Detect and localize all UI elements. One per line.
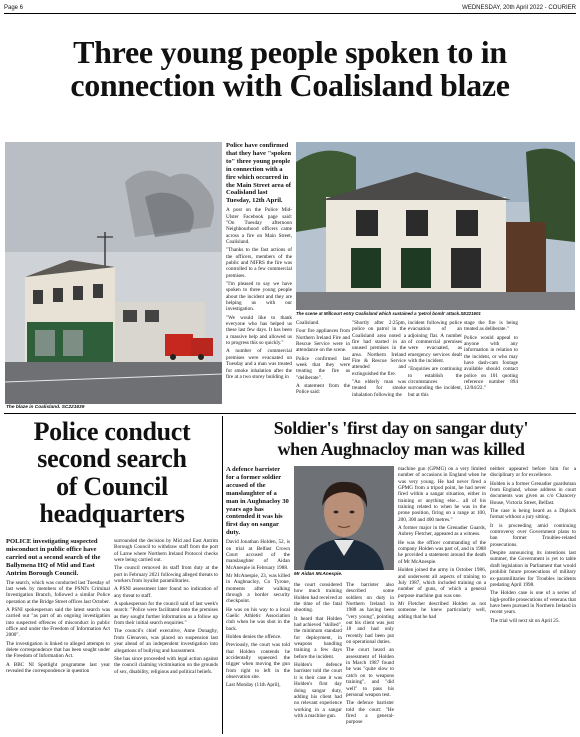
- page-header: [4, 2, 576, 14]
- story3-col1-p3: He was on his way to a local Gaelic Athletic Association club when he was shot in the back.: [226, 606, 290, 632]
- page-number: Page 6: [4, 4, 24, 11]
- story3-col3-p2: The court heard an assessment of Holden in March 1987 found he was "quite slow to catch on to weapons training", and "did well" to pass his personal weapon test.: [346, 647, 394, 698]
- story2-headline-line3: of Council: [56, 471, 168, 501]
- story1-col2-p2: Four fire appliances from Northern Ireland Fire and Rescue Service were in attendance on the scene.: [296, 328, 350, 354]
- story1-col1-p4: "We would like to thank everyone who has helped us these last few days. It has been a massive help and allowed us to progress this so quickly.": [226, 314, 292, 347]
- story1-lead: Police have confirmed that they have "spoken to" three young people in connection with a fire which occurred in the Main Street area of Coalisland last Tuesday, 12th April.: [226, 142, 292, 205]
- story1-col-lead: [226, 142, 292, 405]
- photo-blaze: [5, 142, 222, 404]
- caption-millcourt: The scene at Millcourt entry Coalisland which sustained a 'petrol bomb' attack.SE221601: [296, 311, 481, 316]
- photo-millcourt: [296, 142, 575, 310]
- story2-col1-p3: The investigation is linked to alleged attempts to delete correspondence that has been sought under the Freedom of Information Act.: [6, 640, 110, 660]
- column-divider: [222, 416, 223, 734]
- story3-col5-p6: The Holden case is one of a series of high-profile prosecutions of veterans that have been pursued in Northern Ireland in recent years.: [490, 590, 576, 616]
- story3-col1-p2: Mr McAnespie, 23, was killed in Aughnacloy, Co Tyrone, moments after walking through a border security checkpoint.: [226, 572, 290, 605]
- story2-col2-p2: The council removed its staff from duty at the port in February 2021 following alleged threats to workers from loyalist paramilitaries.: [114, 565, 218, 585]
- story2-col2-p3: A PSNI assessment later found no indication of any threat to staff.: [114, 586, 218, 599]
- story1-col1-p5: A number of commercial premises were evacuated on Tuesday and a man was treated for smoke inhalation after the fire at a two storey building in: [226, 348, 292, 380]
- story3-col5-p5: Despite announcing its intentions last summer, the Government is yet to table draft legislation in Parliament that would prohibit future prosecutions of military ex-paramilitaries for Troubles incidents predating April 1998.: [490, 550, 576, 588]
- story1-col4: [408, 320, 462, 406]
- story3-col2-p2: It heard that Holden had achieved "skilled", the minimum standard for deployment, in weapons handling training a few days before the incident.: [294, 615, 342, 660]
- caption-aidan: Mr Aidan McAnespie.: [294, 572, 343, 577]
- story2-col1: [6, 538, 110, 734]
- story3-col3-p1: The barrister also described some soldiers on duty in Northern Ireland in 1988 as having been "very young", pointing out his client was just 18 and had only recently had been put on operational duties.: [346, 582, 394, 646]
- story1-col2-p1: Coalisland.: [296, 320, 320, 326]
- story1-col2-p3: Police confirmed last week that they were treating the fire as "deliberate".: [296, 355, 350, 381]
- story3-col5-p7: The trial will next sit on April 25.: [490, 617, 560, 624]
- story1-headline-line1: Three young people spoken to in: [73, 34, 507, 70]
- story3-col5: [490, 466, 576, 734]
- story1-col3-p2: "An elderly man was treated for smoke inhalation following the: [352, 379, 406, 398]
- story3-col4-p3: He was the officer commanding of the company Holden was part of, and in 1988 he provided a statement around the death of Mr McAnespie.: [398, 539, 486, 565]
- story2-col2: [114, 538, 218, 734]
- story3-col1-p1: David Jonathan Holden, 52, is on trial at Belfast Crown Court accused of the manslaughter of Aidan McAnespie in February 1988.: [226, 539, 290, 571]
- story2-col1-p4: A BBC NI Spotlight programme last year revealed the correspondence in question: [6, 661, 110, 674]
- story1-col1-p2: "Thanks to the fast actions of the officers, members of the public and NIFRS the fire was controlled to a few commercial premises.: [226, 247, 292, 279]
- story3-col4-p4: Holden joined the army in October 1986, and underwent all aspects of training to July 1987, which included training on a number of guns, of which a general purpose machine gun was one.: [398, 567, 486, 599]
- story3-col5-p3: The case is being heard as a Diplock format without a jury sitting.: [490, 508, 576, 521]
- story1-col4-p2: "Enquiries are continuing to establish the circumstances surrounding the incident, but at this: [408, 366, 462, 398]
- story3-col3-p3: The defence barrister told the court: "He fired a general-purpose: [346, 700, 394, 726]
- story3-col4-p2: A former major in the Grenadier Guards, Aubrey Fletcher, appeared as a witness.: [398, 525, 486, 538]
- story3-col4-p5: Mr Fletcher described Holden as not someone he knew particularly well, adding that he had: [398, 600, 486, 620]
- story3-col1: [226, 466, 290, 734]
- story3-headline: [226, 418, 576, 459]
- story2-headline-line4: headquarters: [39, 498, 185, 528]
- story3-col5-p1: neither appeared before him for a disciplinary or for excellence.: [490, 466, 576, 479]
- photo-aidan-mcanespie: [294, 466, 394, 570]
- story1-headline-line2: connection with Coalisland blaze: [70, 67, 510, 104]
- story3-col2-p1: the court considered how much training Holden had received at the time of the fatal shooting.: [294, 582, 342, 614]
- story3-col5-p4: It is proceeding amid continuing controversy over Government plans to ban former Troubles-related prosecutions.: [490, 522, 576, 548]
- story2-headline-line2: second search: [37, 444, 187, 474]
- caption-blaze: The blaze in Coalisland. SC221639: [6, 405, 85, 410]
- story1-col4-p1: incident following police evacuation of an adjoining flat. A number of commercial premises were evacuated, as emergency services dealt with the incident.: [408, 320, 462, 365]
- story2-col2-p1: surrounded the decision by Mid and East Antrim Borough Council to withdraw staff from the port of Larne where Northern Ireland Protocol checks were being carried out.: [114, 538, 218, 564]
- story3-col3: [346, 582, 394, 734]
- story2-lead: POLICE investigating suspected misconduct in public office have carried out a second search of the Ballymena HQ of Mid and East Antrim Borough Council.: [6, 538, 101, 577]
- story1-col3: [352, 320, 406, 406]
- story2-col2-p5: The council's chief executive, Anne Donaghy, from Glenavon, was placed on suspension last year ahead of an independent investigation into allegations of bullying and harassment.: [114, 628, 218, 654]
- story1-col3-p1: "Shortly after 2:25pm, police on patrol in the Coalisland area noted a fire had started in an unused premises in the area. Northern Ireland Fire & Rescue Service attended and extinguished the fire.: [352, 320, 406, 377]
- story1-col5: [464, 320, 518, 406]
- story2-col1-p2: A PSNI spokesperson said the latest search was carried out "as part of an ongoing investigation into suspected offences of misconduct in public office and under the Freedom of Information Act 2000".: [6, 606, 110, 639]
- story3-headline-line2: when Aughnacloy man was killed: [277, 438, 525, 459]
- story1-col5-p2: Police would appeal to anyone with any information in relation to the incident, or who may have dash-cam footage available should contact police on 101 quoting reference number 894 12/04/22.": [464, 334, 518, 392]
- story3-col1-p5: Previously, the court was told that Holden contends he accidentally squeezed the trigger when moving the gun from right to left in the observation site.: [226, 642, 290, 681]
- story1-headline: [6, 36, 574, 103]
- dateline: WEDNESDAY, 20th April 2022 - COURIER: [462, 4, 576, 11]
- story2-col1-p1: The search, which was conducted last Tuesday of last week by members of the PSNI's Criminal Investigation Branch, followed a similar Police operation at the Bridge Street offices last October.: [6, 579, 110, 605]
- story3-col4-p1: machine gun (GPMG) on a very limited number of occasions in England when he was very young. He had never fired a GPMG from a tripod point, he had never fired within a sangar situation, either in training or anything else... all of his training related to when he was in the prone position, firing on a range at 100, 200, 300 and 400 metres.": [398, 466, 486, 523]
- story3-col2-p3: Holden's defence barrister told the court it is their case it was Holden's first day doing sangar duty, adding his client had no relevant experience working in a sangar with a machine gun.: [294, 662, 342, 719]
- story3-lead: A defence barrister for a former soldier accused of the manslaughter of a man in Aughnacloy 30 years ago has contended it was his first day on sangar duty.: [226, 466, 289, 537]
- story1-col2-p4: A statement from the Police said:: [296, 383, 350, 396]
- story1-col1-p1: A post on the Police Mid-Ulster Facebook page said: "On Tuesday afternoon Neighbourhood officers came across a fire on Main Street, Coalisland.: [226, 207, 292, 245]
- story2-col2-p4: A spokesperson for the council said of last week's search: "Police were facilitated onto the premises as they sought further information as a follow up from their initial search enquiries.": [114, 601, 218, 627]
- story3-col4: [398, 466, 486, 734]
- story1-col2: [296, 320, 350, 406]
- story2-col2-p6: She has since proceeded with legal action against the council claiming victimisation on the grounds of sex, disability, religious and political beliefs.: [114, 655, 218, 675]
- story1-col1-p3: "I'm pleased to say we have spoken to three young people about the incident and they are helping us with our investigation.: [226, 281, 292, 313]
- story3-col2: [294, 582, 342, 734]
- story3-col1-p4: Holden denies the offence.: [226, 633, 282, 640]
- story2-headline-line1: Police conduct: [33, 417, 191, 446]
- story-divider: [4, 413, 576, 414]
- story1-col5-p1: stage the fire is being treated as deliberate.": [464, 320, 518, 333]
- story3-headline-line1: Soldier's 'first day on sangar duty': [273, 418, 529, 438]
- story3-col5-p2: Holden is a former Grenadier guardsman from England, whose address in court documents was given as c/o Chancery House, Victoria Street, Belfast.: [490, 480, 576, 506]
- story3-col1-p6: Last Monday (11th April),: [226, 682, 281, 689]
- story2-headline: [6, 418, 218, 527]
